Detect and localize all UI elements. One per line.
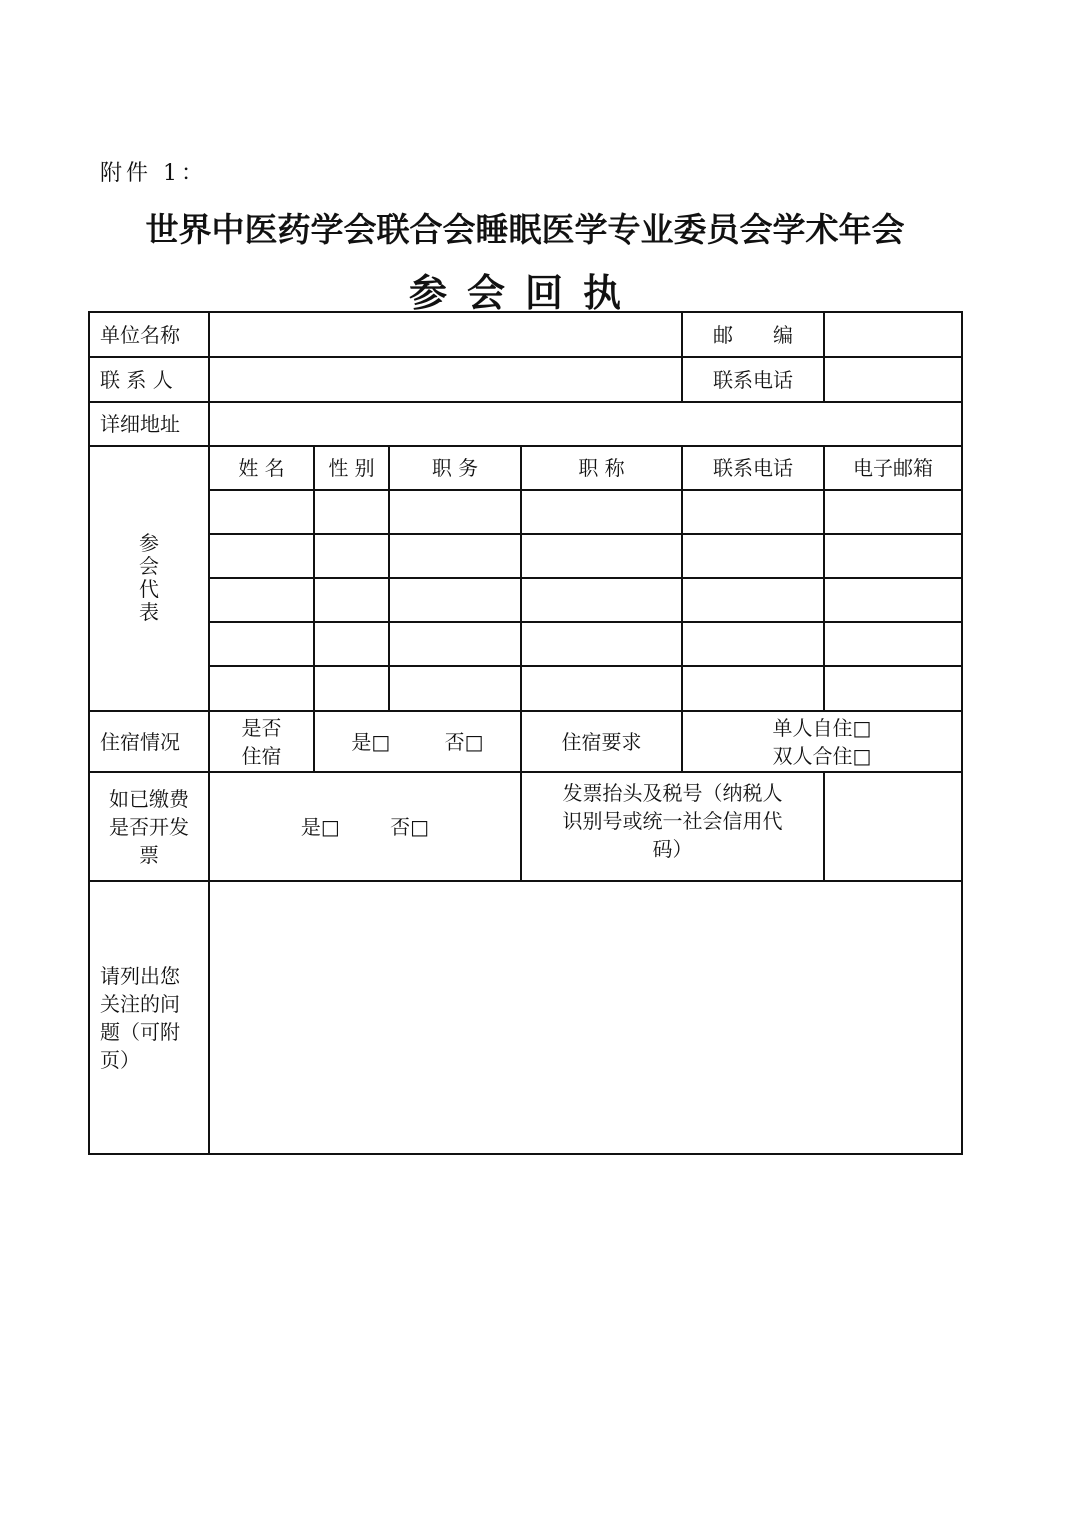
room-options-cell bbox=[682, 711, 962, 772]
concerns-label: 请列出您关注的问题（可附页） bbox=[100, 963, 180, 1072]
col-gender-header: 性 别 bbox=[314, 446, 389, 490]
delegate-position-cell[interactable] bbox=[389, 666, 521, 711]
invoice-title-cell bbox=[521, 772, 824, 881]
col-title-header: 职 称 bbox=[521, 446, 682, 490]
delegate-position-cell[interactable] bbox=[389, 578, 521, 622]
delegate-email-cell[interactable] bbox=[824, 622, 962, 666]
col-name-header: 姓 名 bbox=[209, 446, 314, 490]
delegate-name-cell[interactable] bbox=[209, 578, 314, 622]
accommodation-requirement-label: 住宿要求 bbox=[521, 711, 682, 772]
delegate-row bbox=[89, 490, 962, 534]
delegate-gender-cell[interactable] bbox=[314, 622, 389, 666]
address-label: 详细地址 bbox=[89, 402, 209, 446]
invoice-options-cell bbox=[209, 772, 521, 881]
delegate-name-cell[interactable] bbox=[209, 622, 314, 666]
delegate-row bbox=[89, 578, 962, 622]
delegate-title-cell[interactable] bbox=[521, 534, 682, 578]
delegate-phone-cell[interactable] bbox=[682, 622, 824, 666]
delegate-email-cell[interactable] bbox=[824, 666, 962, 711]
double-room-checkbox[interactable]: 双人合住□ bbox=[772, 743, 872, 768]
contact-phone-label: 联系电话 bbox=[682, 357, 824, 402]
accommodation-label: 住宿情况 bbox=[89, 711, 209, 772]
invoice-no-checkbox[interactable]: 否□ bbox=[390, 814, 430, 839]
contact-person-label: 联 系 人 bbox=[89, 357, 209, 402]
delegate-name-cell[interactable] bbox=[209, 490, 314, 534]
delegate-gender-cell[interactable] bbox=[314, 490, 389, 534]
delegate-title-cell[interactable] bbox=[521, 666, 682, 711]
contact-phone-field[interactable] bbox=[824, 357, 962, 402]
invoice-question-cell bbox=[89, 772, 209, 881]
concerns-label-cell bbox=[89, 881, 209, 1154]
delegate-email-cell[interactable] bbox=[824, 490, 962, 534]
form-title: 参会回执 bbox=[408, 271, 641, 315]
delegate-phone-cell[interactable] bbox=[682, 666, 824, 711]
delegate-position-cell[interactable] bbox=[389, 622, 521, 666]
stay-question-cell bbox=[209, 711, 314, 772]
stay-question: 是否住宿 bbox=[241, 715, 282, 768]
stay-yes-checkbox[interactable]: 是□ bbox=[351, 729, 391, 754]
delegates-label: 参会代表 bbox=[139, 530, 159, 624]
delegate-gender-cell[interactable] bbox=[314, 578, 389, 622]
document-title: 世界中医药学会联合会睡眠医学专业委员会学术年会 bbox=[145, 210, 905, 249]
delegate-gender-cell[interactable] bbox=[314, 534, 389, 578]
delegate-email-cell[interactable] bbox=[824, 534, 962, 578]
stay-no-checkbox[interactable]: 否□ bbox=[444, 729, 484, 754]
delegate-phone-cell[interactable] bbox=[682, 534, 824, 578]
unit-name-label: 单位名称 bbox=[89, 312, 209, 357]
col-email-header: 电子邮箱 bbox=[824, 446, 962, 490]
delegate-row bbox=[89, 534, 962, 578]
stay-options-cell bbox=[314, 711, 521, 772]
delegate-name-cell[interactable] bbox=[209, 534, 314, 578]
delegates-label-cell bbox=[89, 446, 209, 711]
attachment-label: 附件 1： bbox=[100, 161, 207, 186]
concerns-field[interactable] bbox=[209, 881, 962, 1154]
delegate-phone-cell[interactable] bbox=[682, 578, 824, 622]
invoice-title-field[interactable] bbox=[824, 772, 962, 881]
invoice-title-label: 发票抬头及税号（纳税人识别号或统一社会信用代码） bbox=[562, 781, 783, 861]
delegate-phone-cell[interactable] bbox=[682, 490, 824, 534]
delegate-email-cell[interactable] bbox=[824, 578, 962, 622]
delegate-title-cell[interactable] bbox=[521, 622, 682, 666]
invoice-yes-checkbox[interactable]: 是□ bbox=[300, 814, 340, 839]
postcode-field[interactable] bbox=[824, 312, 962, 357]
unit-name-field[interactable] bbox=[209, 312, 682, 357]
delegate-row bbox=[89, 622, 962, 666]
delegate-position-cell[interactable] bbox=[389, 490, 521, 534]
address-field[interactable] bbox=[209, 402, 962, 446]
postcode-label: 邮 编 bbox=[682, 312, 824, 357]
delegate-row bbox=[89, 666, 962, 711]
invoice-question: 如已缴费是否开发票 bbox=[109, 786, 189, 867]
delegate-name-cell[interactable] bbox=[209, 666, 314, 711]
delegate-gender-cell[interactable] bbox=[314, 666, 389, 711]
contact-person-field[interactable] bbox=[209, 357, 682, 402]
col-phone-header: 联系电话 bbox=[682, 446, 824, 490]
delegate-title-cell[interactable] bbox=[521, 578, 682, 622]
col-position-header: 职 务 bbox=[389, 446, 521, 490]
single-room-checkbox[interactable]: 单人自住□ bbox=[772, 715, 872, 740]
delegate-position-cell[interactable] bbox=[389, 534, 521, 578]
registration-form-table bbox=[88, 311, 963, 1155]
delegate-title-cell[interactable] bbox=[521, 490, 682, 534]
